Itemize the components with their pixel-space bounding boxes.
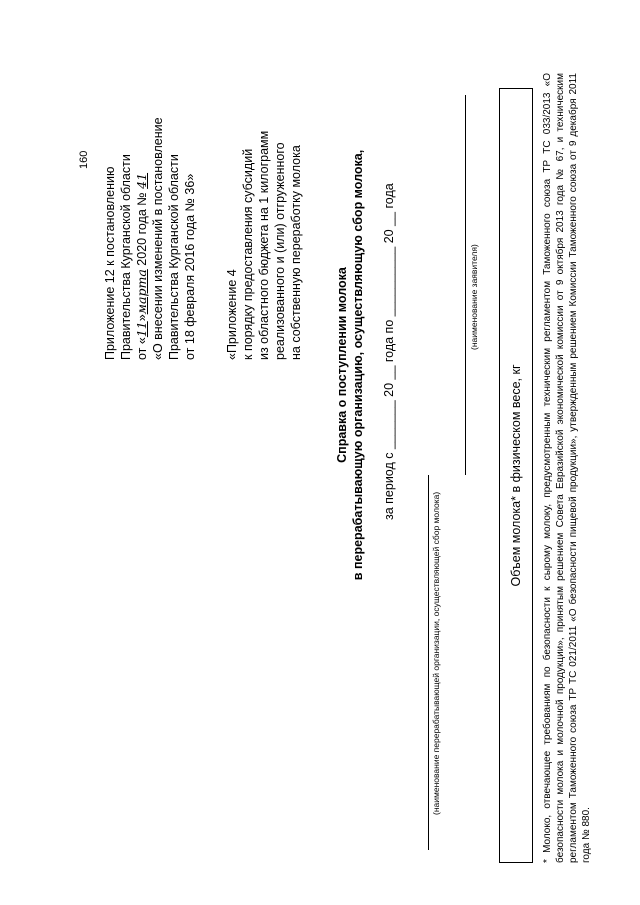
title-line: в перерабатывающую организацию, осуществляющую сбор молока,: [351, 149, 365, 581]
page-number: 160: [78, 150, 90, 169]
appendix-line: Приложение 12 к постановлению: [103, 166, 117, 360]
appendix-line: «О внесении изменений в постановление: [151, 117, 165, 360]
date-year: 2020 года №: [135, 188, 149, 270]
annex-line: «Приложение 4: [225, 269, 239, 360]
annex-line: на собственную переработку молока: [289, 145, 303, 360]
footnote: * Молоко, отвечающее требованиям по безопасности к сырому молоку, предусмотренным техническим регламентом Таможенного союза ТР ТС 033/2013 «О безопасности молока и молочной продукции», принятым решением Совета Евразийской экономической комиссии от 9 октября 2013 года № 67, и техническим регламентом Таможенного союза ТР ТС 021/2011 «О безопасности пищевой продукции», утвержденным решением Комиссии Таможенного союза от 9 декабря 2011 года № 880.: [542, 73, 592, 863]
date-month: марта: [134, 269, 149, 315]
annex-line: к порядку предоставления субсидий: [241, 148, 255, 360]
appendix-line: Правительства Курганской области: [167, 154, 181, 360]
table-header-cell: Объем молока* в физическом весе, кг: [509, 364, 523, 587]
milk-volume-table: [499, 88, 533, 863]
applicant-line: [465, 95, 466, 475]
period-field: за период с _______ 20 __ года по __________ 20 __ года: [382, 183, 396, 520]
appendix-date-line: [134, 117, 150, 360]
applicant-caption: (наименование заявителя): [469, 244, 479, 350]
annex-line: из областного бюджета на 1 килограмм: [257, 130, 271, 360]
date-separator: »: [135, 314, 149, 322]
appendix-header: [102, 117, 198, 360]
annex-line: реализованного и (или) отгруженного: [273, 142, 287, 360]
decree-number: 41: [134, 172, 149, 189]
appendix-line: от 18 февраля 2016 года № 36»: [183, 173, 197, 360]
date-day: 11: [134, 321, 149, 338]
org-name-caption: (наименование перерабатывающей организации, осуществляющей сбор молока): [431, 491, 441, 815]
org-name-line: [428, 475, 429, 850]
appendix-line: Правительства Курганской области: [119, 154, 133, 360]
title-line: Справка о поступлении молока: [335, 267, 349, 463]
annex-header: [224, 131, 304, 360]
date-prefix: от «: [135, 337, 149, 360]
document-title: [334, 85, 366, 645]
